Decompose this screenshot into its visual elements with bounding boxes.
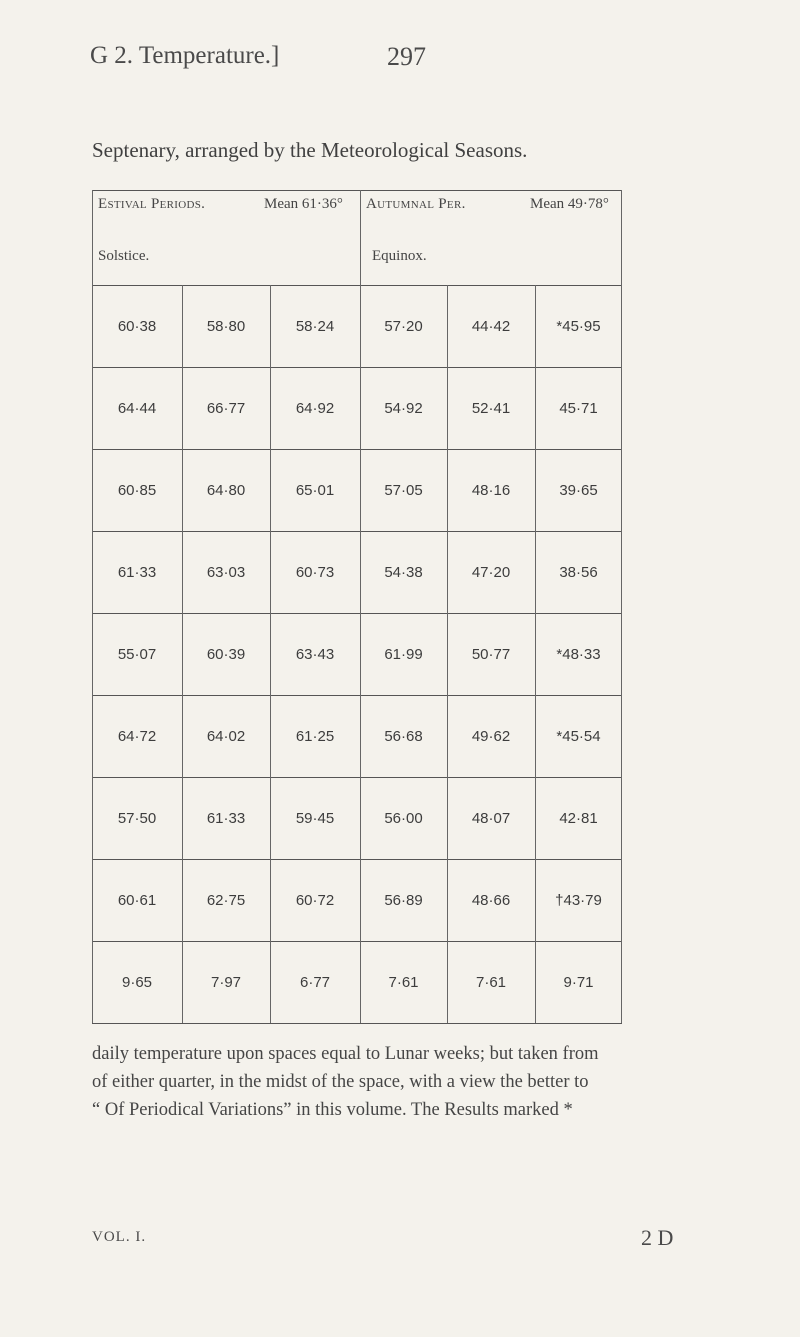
table-cell: *45·54 (535, 695, 622, 777)
column-rule (447, 285, 448, 1023)
column-rule (535, 285, 536, 1023)
table-cell: *45·95 (535, 285, 622, 367)
table-caption: Septenary, arranged by the Meteorological Seasons. (92, 138, 528, 162)
table-cell: 6·77 (270, 941, 360, 1023)
table-cell: 54·38 (360, 531, 447, 613)
table-cell: 64·72 (92, 695, 182, 777)
volume-label: VOL. I. (92, 1229, 147, 1245)
table-grid (92, 285, 622, 1023)
table-cell: 59·45 (270, 777, 360, 859)
table-cell: 42·81 (535, 777, 622, 859)
table-cell: 56·68 (360, 695, 447, 777)
table-cell: 45·71 (535, 367, 622, 449)
season-divider (360, 190, 361, 1023)
table-cell: 9·71 (535, 941, 622, 1023)
table-cell: 60·72 (270, 859, 360, 941)
table-cell: 7·61 (360, 941, 447, 1023)
table-cell: 57·20 (360, 285, 447, 367)
table-cell: 38·56 (535, 531, 622, 613)
table-bottom-rule (92, 1023, 622, 1024)
table-cell: 50·77 (447, 613, 535, 695)
table-cell: 57·50 (92, 777, 182, 859)
table-cell: 61·25 (270, 695, 360, 777)
autumnal-mean: Mean 49·78° (530, 196, 609, 212)
table-cell: 56·89 (360, 859, 447, 941)
table-cell: 63·43 (270, 613, 360, 695)
body-line: daily temperature upon spaces equal to Lunar weeks; but taken from (92, 1044, 599, 1064)
table-cell: 64·80 (182, 449, 270, 531)
table-cell: 60·85 (92, 449, 182, 531)
table-cell: 62·75 (182, 859, 270, 941)
estival-mean: Mean 61·36° (264, 196, 343, 212)
table-cell: 47·20 (447, 531, 535, 613)
temperature-table (92, 190, 622, 1025)
table-cell: 64·92 (270, 367, 360, 449)
table-cell: 58·24 (270, 285, 360, 367)
table-cell: 64·44 (92, 367, 182, 449)
table-cell: 39·65 (535, 449, 622, 531)
table-cell: 7·97 (182, 941, 270, 1023)
page-footer (92, 1225, 702, 1265)
page-number: 297 (387, 42, 426, 71)
table-cell: 52·41 (447, 367, 535, 449)
table-cell: 55·07 (92, 613, 182, 695)
table-cell: 60·38 (92, 285, 182, 367)
autumnal-sub: Equinox. (372, 248, 427, 264)
column-rule (182, 285, 183, 1023)
table-cell: 60·39 (182, 613, 270, 695)
table-right-rule (621, 190, 622, 1023)
table-cell: 57·05 (360, 449, 447, 531)
body-text (92, 1040, 732, 1124)
table-cell: 58·80 (182, 285, 270, 367)
table-cell: 48·16 (447, 449, 535, 531)
autumnal-header (360, 190, 622, 285)
table-cell: 61·99 (360, 613, 447, 695)
table-left-rule (92, 190, 93, 1023)
body-line: “ Of Periodical Variations” in this volume. The Results marked * (92, 1100, 573, 1120)
table-cell: *48·33 (535, 613, 622, 695)
table-cell: 7·61 (447, 941, 535, 1023)
estival-header (92, 190, 360, 285)
body-line: of either quarter, in the midst of the space, with a view the better to (92, 1072, 589, 1092)
column-rule (270, 285, 271, 1023)
table-cell: 66·77 (182, 367, 270, 449)
table-cell: †43·79 (535, 859, 622, 941)
table-header (92, 190, 622, 285)
table-cell: 63·03 (182, 531, 270, 613)
table-cell: 64·02 (182, 695, 270, 777)
table-cell: 60·73 (270, 531, 360, 613)
table-cell: 48·66 (447, 859, 535, 941)
table-cell: 60·61 (92, 859, 182, 941)
signature-mark: 2 D (641, 1225, 674, 1250)
autumnal-label: Autumnal Per. (366, 196, 466, 212)
table-cell: 49·62 (447, 695, 535, 777)
table-cell: 61·33 (92, 531, 182, 613)
estival-sub: Solstice. (98, 248, 150, 264)
table-cell: 48·07 (447, 777, 535, 859)
table-cell: 9·65 (92, 941, 182, 1023)
table-cell: 44·42 (447, 285, 535, 367)
estival-label: Estival Periods. (98, 196, 206, 212)
table-cell: 65·01 (270, 449, 360, 531)
running-head: G 2. Temperature.] (90, 42, 280, 69)
table-cell: 54·92 (360, 367, 447, 449)
table-cell: 61·33 (182, 777, 270, 859)
page-header (90, 42, 710, 82)
table-cell: 56·00 (360, 777, 447, 859)
